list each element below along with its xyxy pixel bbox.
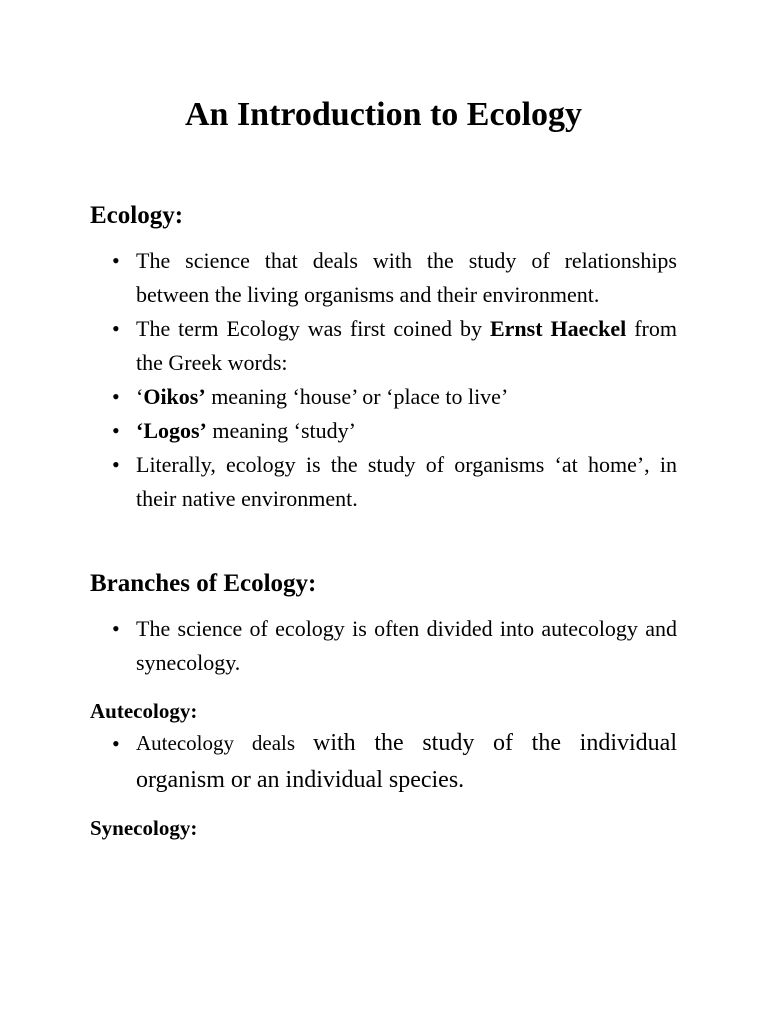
bullet-text: Autecology deals [136,731,313,755]
bullet-bold-text: ‘Logos’ [136,418,207,443]
bullet-icon: • [112,452,120,477]
heading-ecology: Ecology: [90,202,184,229]
bullet-bold-text: Ernst Haeckel [489,316,627,341]
autecology-list [90,725,677,799]
bullet-text: The science that deals with the study of relationships between the living organisms and their environment. [136,248,677,307]
bullet-text: meaning ‘house’ or ‘place to live’ [205,384,509,409]
heading-autecology: Autecology: [90,699,198,723]
bullet-text: Literally, ecology is the study of organisms ‘at home’, in their native environment. [136,452,677,511]
list-item [90,725,677,799]
heading-synecology: Synecology: [90,816,198,840]
bullet-icon: • [112,616,120,641]
bullet-icon: • [112,384,120,409]
list-item [90,244,677,312]
bullet-text: with the study of the individual organism or an individual species. [136,730,677,793]
bullet-text: meaning ‘study’ [206,418,356,443]
page-title: An Introduction to Ecology [184,96,583,133]
bullet-text: The term Ecology was first coined by [136,316,490,341]
list-item [90,380,677,414]
list-item [90,312,677,380]
bullet-icon: • [112,316,120,341]
bullet-icon: • [112,248,120,273]
list-item [90,612,677,680]
bullet-text: from the Greek words: [136,316,677,375]
bullet-icon: • [112,731,120,756]
bullet-text: ‘ [136,384,144,409]
bullet-text: The science of ecology is often divided into autecology and synecology. [136,616,677,675]
bullet-icon: • [112,418,120,443]
branches-list [90,612,677,680]
heading-branches: Branches of Ecology: [90,570,317,597]
bullet-bold-text: Oikos’ [143,384,206,409]
list-item [90,414,677,448]
ecology-list [90,244,677,516]
list-item [90,448,677,516]
